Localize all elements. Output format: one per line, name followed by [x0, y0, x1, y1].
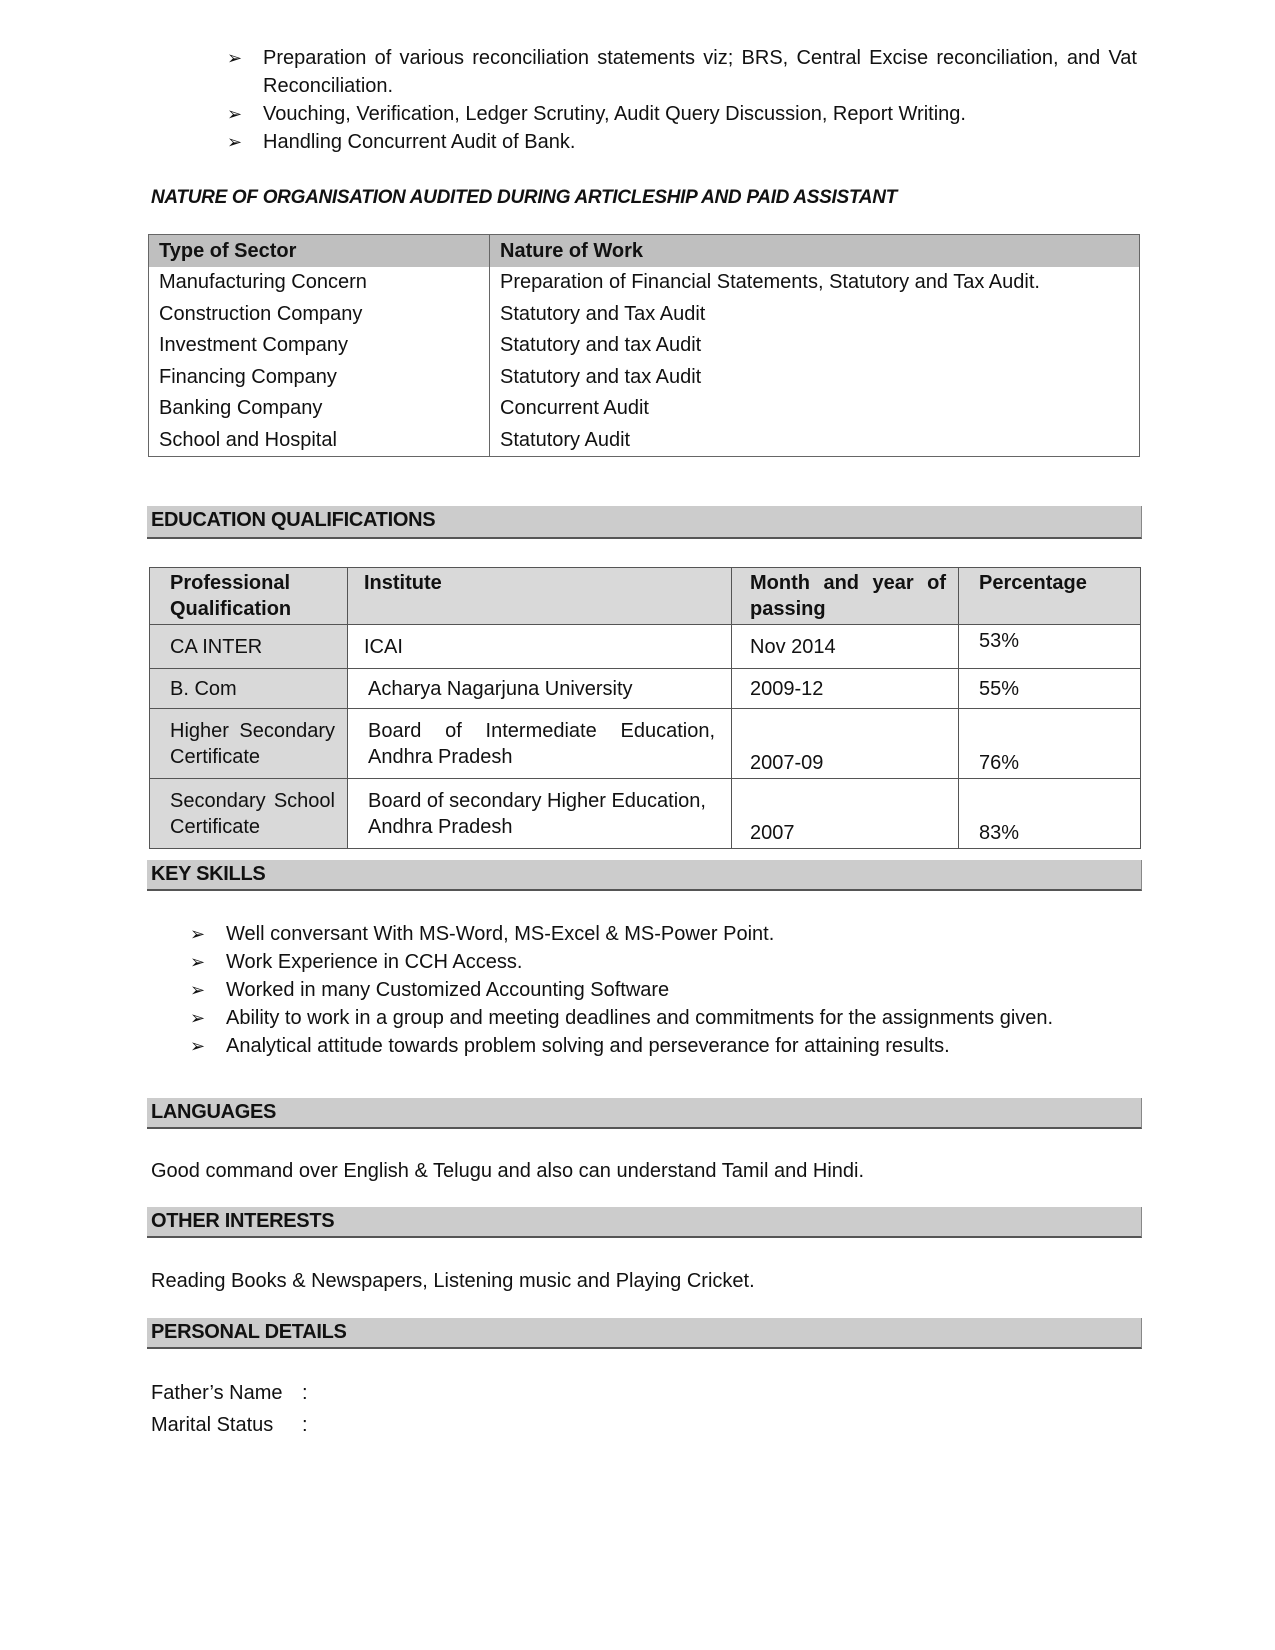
bullet-text: Handling Concurrent Audit of Bank.: [263, 131, 576, 153]
table-row: [149, 362, 1140, 394]
experience-bullets: [227, 44, 1137, 156]
work-cell: Preparation of Financial Statements, Statutory and Tax Audit.: [500, 271, 1040, 294]
table-row: [150, 709, 1141, 779]
table-row: [149, 299, 1140, 331]
arrowhead-bullet-icon: ➢: [190, 952, 206, 972]
field-label: Father’s Name: [151, 1382, 283, 1404]
arrowhead-bullet-icon: ➢: [227, 132, 243, 152]
skill-text: Worked in many Customized Accounting Software: [226, 979, 670, 1001]
key-skills-list: [190, 920, 1130, 1060]
column-header: Professional Qualification: [150, 568, 348, 625]
education-table: [149, 567, 1141, 849]
table-row: [150, 669, 1141, 709]
institute-cell: Board of secondary Higher Education, Andhra Pradesh: [348, 779, 732, 849]
arrowhead-bullet-icon: ➢: [190, 1008, 206, 1028]
bullet-text: Preparation of various reconciliation statements viz; BRS, Central Excise reconciliation, and Vat Reconciliation.: [263, 47, 1137, 97]
institute-cell: Acharya Nagarjuna University: [348, 669, 732, 709]
key-skills-section-header: [147, 860, 1142, 891]
work-cell: Statutory and Tax Audit: [500, 302, 706, 325]
passing-cell: 2009-12: [732, 669, 959, 709]
qualification-cell: CA INTER: [150, 625, 348, 669]
personal-details-section-title: PERSONAL DETAILS: [151, 1321, 347, 1343]
other-interests-section-header: [147, 1207, 1142, 1238]
passing-cell: Nov 2014: [732, 625, 959, 669]
table-row: [149, 267, 1140, 299]
percentage-cell: 76%: [959, 709, 1141, 779]
work-cell: Concurrent Audit: [500, 397, 649, 420]
key-skills-section-title: KEY SKILLS: [151, 863, 266, 885]
skill-text: Analytical attitude towards problem solving and perseverance for attaining results.: [226, 1035, 950, 1057]
column-header: Type of Sector: [149, 235, 490, 268]
table-row: [150, 779, 1141, 849]
percentage-cell: 55%: [959, 669, 1141, 709]
sector-cell: Banking Company: [149, 393, 490, 425]
sector-cell: Investment Company: [149, 330, 490, 362]
arrowhead-bullet-icon: ➢: [227, 48, 243, 68]
qualification-cell: Secondary School Certificate: [150, 779, 348, 849]
table-row: [150, 625, 1141, 669]
arrowhead-bullet-icon: ➢: [190, 1036, 206, 1056]
table-row: [149, 425, 1140, 457]
work-cell: Statutory and tax Audit: [500, 334, 702, 357]
education-section-header: [147, 506, 1142, 539]
list-item: [190, 920, 1130, 948]
sector-cell: Construction Company: [149, 299, 490, 331]
bullet-text: Vouching, Verification, Ledger Scrutiny, Audit Query Discussion, Report Writing.: [263, 103, 966, 125]
field-separator: :: [302, 1414, 308, 1436]
skill-text: Ability to work in a group and meeting deadlines and commitments for the assignments given.: [226, 1007, 1054, 1029]
nature-section-title: NATURE OF ORGANISATION AUDITED DURING ARTICLESHIP AND PAID ASSISTANT: [151, 187, 897, 208]
languages-text: Good command over English & Telugu and also can understand Tamil and Hindi.: [151, 1160, 865, 1182]
other-interests-text: Reading Books & Newspapers, Listening music and Playing Cricket.: [151, 1270, 755, 1292]
work-cell: Statutory Audit: [500, 428, 631, 451]
arrowhead-bullet-icon: ➢: [227, 104, 243, 124]
percentage-cell: 83%: [959, 779, 1141, 849]
list-item: [227, 44, 1137, 100]
institute-cell: Board of Intermediate Education, Andhra Pradesh: [348, 709, 732, 779]
languages-section-title: LANGUAGES: [151, 1101, 277, 1123]
column-header: Month and year of passing: [732, 568, 959, 625]
table-header-row: [150, 568, 1141, 625]
marital-status-field: [151, 1414, 308, 1437]
sector-cell: Manufacturing Concern: [149, 267, 490, 299]
list-item: [227, 100, 1137, 128]
list-item: [190, 1032, 1130, 1060]
fathers-name-field: [151, 1382, 308, 1405]
skill-text: Well conversant With MS-Word, MS-Excel & MS-Power Point.: [226, 923, 775, 945]
table-row: [149, 330, 1140, 362]
list-item: [190, 976, 1130, 1004]
personal-details-section-header: [147, 1318, 1142, 1349]
nature-table: [148, 234, 1140, 457]
languages-section-header: [147, 1098, 1142, 1129]
other-interests-section-title: OTHER INTERESTS: [151, 1210, 335, 1232]
sector-cell: School and Hospital: [149, 425, 490, 457]
skill-text: Work Experience in CCH Access.: [226, 951, 523, 973]
table-header-row: [149, 235, 1140, 268]
list-item: [227, 128, 1137, 156]
sector-cell: Financing Company: [149, 362, 490, 394]
list-item: [190, 948, 1130, 976]
qualification-cell: B. Com: [150, 669, 348, 709]
list-item: [190, 1004, 1130, 1032]
qualification-cell: Higher Secondary Certificate: [150, 709, 348, 779]
passing-cell: 2007: [732, 779, 959, 849]
table-row: [149, 393, 1140, 425]
column-header: Institute: [348, 568, 732, 625]
arrowhead-bullet-icon: ➢: [190, 980, 206, 1000]
arrowhead-bullet-icon: ➢: [190, 924, 206, 944]
work-cell: Statutory and tax Audit: [500, 365, 702, 388]
field-separator: :: [302, 1382, 308, 1404]
institute-cell: ICAI: [348, 625, 732, 669]
passing-cell: 2007-09: [732, 709, 959, 779]
education-section-title: EDUCATION QUALIFICATIONS: [151, 509, 436, 531]
percentage-cell: 53%: [959, 625, 1141, 669]
column-header: Nature of Work: [490, 235, 1140, 268]
column-header: Percentage: [959, 568, 1141, 625]
field-label: Marital Status: [151, 1414, 274, 1436]
